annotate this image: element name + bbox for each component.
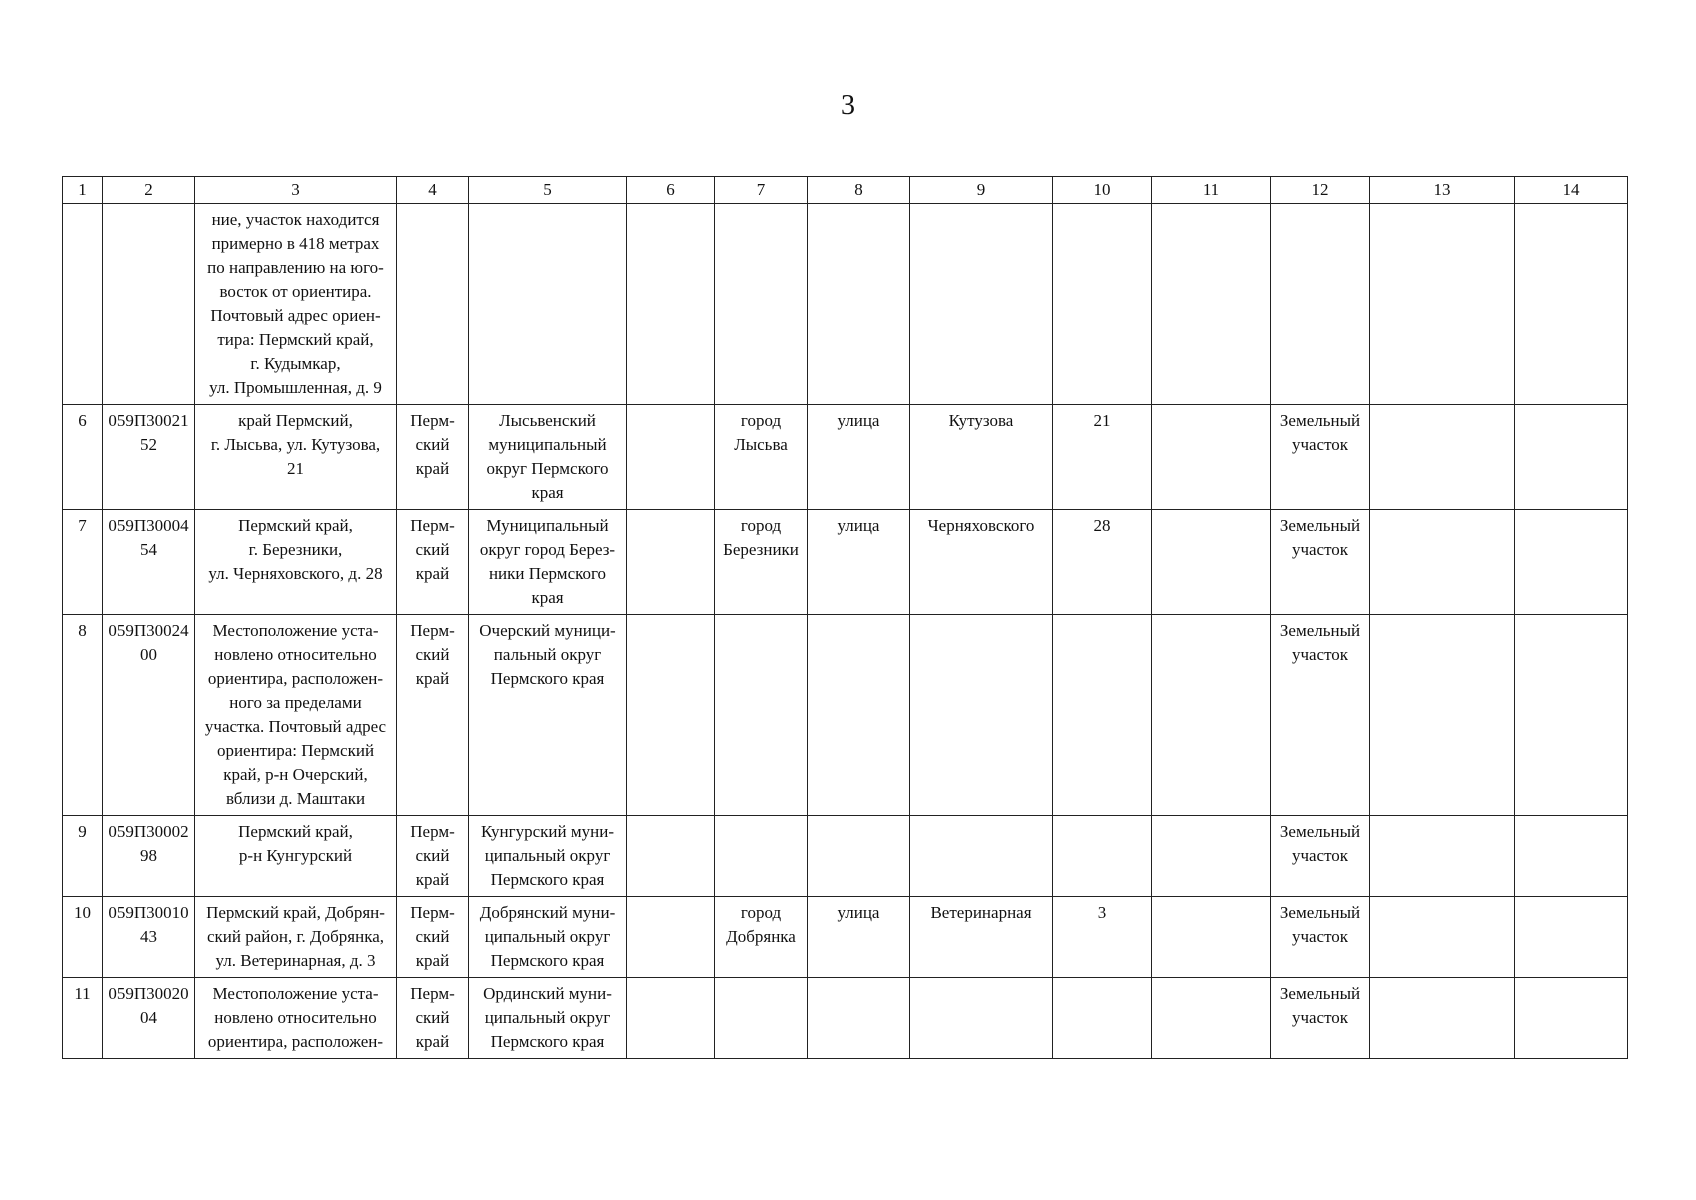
table-row [63, 816, 1628, 897]
table-row [63, 204, 1628, 405]
cell-house-number [1053, 978, 1152, 1059]
land-register-table [62, 176, 1628, 1059]
cell-col-11 [1152, 978, 1271, 1059]
cell-region: Перм- ский край [397, 510, 469, 615]
cell-col-6 [627, 510, 715, 615]
cell-address: Местоположение уста- новлено относительно ориентира, расположен- ного за пределами участка. Почтовый адрес ориентира: Пермский край, р-н Очерский, вблизи д. Маштаки [195, 615, 397, 816]
cell-col-14 [1515, 615, 1628, 816]
column-header: 6 [627, 177, 715, 204]
cell-street-name [910, 978, 1053, 1059]
cell-registry-id: 059П30021 52 [103, 405, 195, 510]
cell-col-13 [1370, 510, 1515, 615]
column-header: 4 [397, 177, 469, 204]
table-row [63, 978, 1628, 1059]
cell-col-13 [1370, 615, 1515, 816]
column-header: 7 [715, 177, 808, 204]
cell-street-name: Кутузова [910, 405, 1053, 510]
cell-municipality: Лысьвенский муниципальный округ Пермского края [469, 405, 627, 510]
cell-col-13 [1370, 978, 1515, 1059]
table-row [63, 897, 1628, 978]
cell-col-6 [627, 897, 715, 978]
cell-region: Перм- ский край [397, 978, 469, 1059]
column-header: 1 [63, 177, 103, 204]
cell-col-6 [627, 978, 715, 1059]
cell-col-13 [1370, 897, 1515, 978]
cell-house-number: 28 [1053, 510, 1152, 615]
table-row [63, 510, 1628, 615]
cell-address: Пермский край, Добрян- ский район, г. Добрянка, ул. Ветеринарная, д. 3 [195, 897, 397, 978]
cell-col-13 [1370, 204, 1515, 405]
cell-street-name: Ветеринарная [910, 897, 1053, 978]
cell-object-type [1271, 204, 1370, 405]
cell-address: край Пермский, г. Лысьва, ул. Кутузова, 21 [195, 405, 397, 510]
cell-street-type [808, 204, 910, 405]
cell-house-number [1053, 204, 1152, 405]
cell-region: Перм- ский край [397, 615, 469, 816]
cell-col-11 [1152, 405, 1271, 510]
cell-row-number [63, 204, 103, 405]
cell-col-11 [1152, 816, 1271, 897]
column-header: 13 [1370, 177, 1515, 204]
cell-row-number: 6 [63, 405, 103, 510]
cell-settlement [715, 816, 808, 897]
column-header: 3 [195, 177, 397, 204]
cell-municipality: Ординский муни- ципальный округ Пермского края [469, 978, 627, 1059]
cell-street-type [808, 816, 910, 897]
cell-registry-id: 059П30024 00 [103, 615, 195, 816]
column-header: 5 [469, 177, 627, 204]
cell-col-14 [1515, 978, 1628, 1059]
cell-registry-id [103, 204, 195, 405]
cell-settlement: город Березники [715, 510, 808, 615]
cell-settlement [715, 615, 808, 816]
cell-municipality: Кунгурский муни- ципальный округ Пермского края [469, 816, 627, 897]
cell-row-number: 9 [63, 816, 103, 897]
cell-region: Перм- ский край [397, 897, 469, 978]
cell-col-14 [1515, 204, 1628, 405]
cell-col-13 [1370, 405, 1515, 510]
column-header: 12 [1271, 177, 1370, 204]
cell-municipality: Очерский муници- пальный округ Пермского края [469, 615, 627, 816]
column-header: 10 [1053, 177, 1152, 204]
cell-settlement [715, 978, 808, 1059]
cell-region: Перм- ский край [397, 816, 469, 897]
cell-col-6 [627, 204, 715, 405]
cell-address: Пермский край, р-н Кунгурский [195, 816, 397, 897]
page-number: 3 [841, 90, 855, 121]
cell-municipality: Муниципальный округ город Берез- ники Пермского края [469, 510, 627, 615]
cell-col-14 [1515, 510, 1628, 615]
cell-registry-id: 059П30002 98 [103, 816, 195, 897]
cell-street-type: улица [808, 510, 910, 615]
cell-settlement: город Лысьва [715, 405, 808, 510]
cell-registry-id: 059П30020 04 [103, 978, 195, 1059]
cell-registry-id: 059П30004 54 [103, 510, 195, 615]
cell-street-type [808, 615, 910, 816]
cell-street-name [910, 615, 1053, 816]
column-header: 8 [808, 177, 910, 204]
cell-col-11 [1152, 510, 1271, 615]
cell-row-number: 11 [63, 978, 103, 1059]
cell-col-14 [1515, 816, 1628, 897]
column-number-row [63, 177, 1628, 204]
cell-settlement [715, 204, 808, 405]
cell-object-type: Земельный участок [1271, 615, 1370, 816]
cell-settlement: город Добрянка [715, 897, 808, 978]
cell-col-14 [1515, 405, 1628, 510]
cell-col-6 [627, 816, 715, 897]
cell-object-type: Земельный участок [1271, 897, 1370, 978]
cell-street-name [910, 816, 1053, 897]
cell-region: Перм- ский край [397, 405, 469, 510]
cell-object-type: Земельный участок [1271, 816, 1370, 897]
cell-registry-id: 059П30010 43 [103, 897, 195, 978]
cell-municipality: Добрянский муни- ципальный округ Пермского края [469, 897, 627, 978]
cell-house-number [1053, 615, 1152, 816]
cell-street-name [910, 204, 1053, 405]
cell-street-type [808, 978, 910, 1059]
cell-row-number: 10 [63, 897, 103, 978]
cell-address: ние, участок находится примерно в 418 метрах по направлению на юго- восток от ориентира. Почтовый адрес ориен- тира: Пермский край, г. Кудымкар, ул. Промышленная, д. 9 [195, 204, 397, 405]
cell-house-number [1053, 816, 1152, 897]
column-header: 11 [1152, 177, 1271, 204]
cell-col-13 [1370, 816, 1515, 897]
cell-object-type: Земельный участок [1271, 978, 1370, 1059]
cell-street-name: Черняховского [910, 510, 1053, 615]
cell-col-6 [627, 615, 715, 816]
cell-street-type: улица [808, 405, 910, 510]
table-row [63, 615, 1628, 816]
cell-col-11 [1152, 204, 1271, 405]
column-header: 2 [103, 177, 195, 204]
cell-row-number: 8 [63, 615, 103, 816]
cell-region [397, 204, 469, 405]
cell-object-type: Земельный участок [1271, 405, 1370, 510]
cell-object-type: Земельный участок [1271, 510, 1370, 615]
cell-row-number: 7 [63, 510, 103, 615]
column-header: 9 [910, 177, 1053, 204]
column-header: 14 [1515, 177, 1628, 204]
cell-house-number: 3 [1053, 897, 1152, 978]
table-row [63, 405, 1628, 510]
cell-street-type: улица [808, 897, 910, 978]
cell-col-11 [1152, 615, 1271, 816]
cell-municipality [469, 204, 627, 405]
cell-col-6 [627, 405, 715, 510]
cell-address: Пермский край, г. Березники, ул. Черняховского, д. 28 [195, 510, 397, 615]
cell-address: Местоположение уста- новлено относительно ориентира, расположен- [195, 978, 397, 1059]
cell-col-11 [1152, 897, 1271, 978]
cell-house-number: 21 [1053, 405, 1152, 510]
cell-col-14 [1515, 897, 1628, 978]
